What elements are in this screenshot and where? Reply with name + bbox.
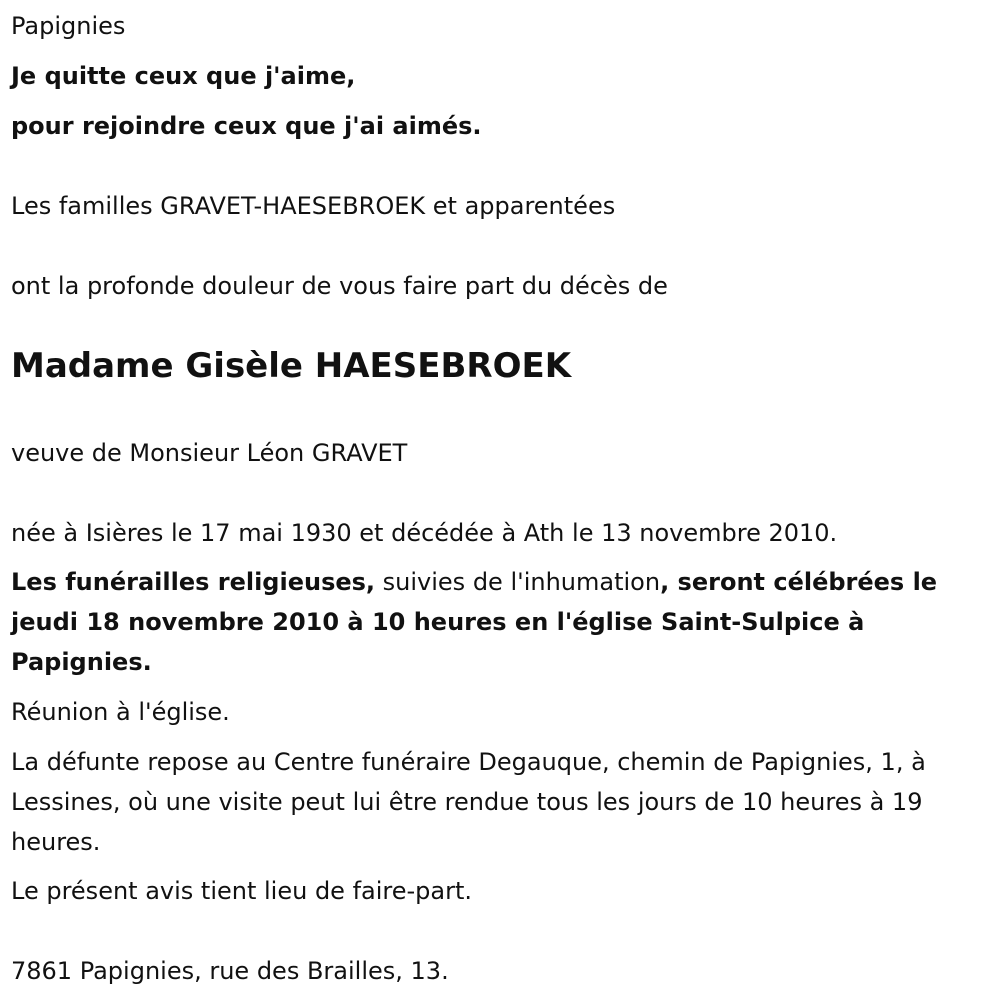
- widow-of-line: veuve de Monsieur Léon GRAVET: [11, 439, 408, 467]
- birth-death-line: née à Isières le 17 mai 1930 et décédée à Ath le 13 novembre 2010.: [11, 519, 838, 547]
- rest-paragraph: La défunte repose au Centre funéraire Degauque, chemin de Papignies, 1, à Lessines, où une visite peut lui être rendue tous les jours de 10 heures à 19 heures.: [11, 748, 926, 856]
- meeting-line: Réunion à l'église.: [11, 698, 230, 726]
- funeral-part-2: suivies de l'inhumation: [375, 568, 661, 596]
- funeral-part-1: Les funérailles religieuses,: [11, 568, 376, 596]
- funeral-part-3: , seront célébrées le jeudi 18 novembre 2010 à 10 heures en l'église Saint-Sulpice à Papignies.: [11, 568, 938, 676]
- funeral-paragraph: [11, 562, 996, 682]
- poem-line-1: Je quitte ceux que j'aime,: [11, 62, 356, 90]
- announcement-line: ont la profonde douleur de vous faire part du décès de: [11, 272, 668, 300]
- location-header: Papignies: [11, 12, 126, 40]
- poem-line-2: pour rejoindre ceux que j'ai aimés.: [11, 112, 482, 140]
- deceased-name: Madame Gisèle HAESEBROEK: [11, 346, 572, 386]
- notice-line: Le présent avis tient lieu de faire-part.: [11, 877, 473, 905]
- families-line: Les familles GRAVET-HAESEBROEK et apparentées: [11, 192, 616, 220]
- address-line: 7861 Papignies, rue des Brailles, 13.: [11, 957, 449, 985]
